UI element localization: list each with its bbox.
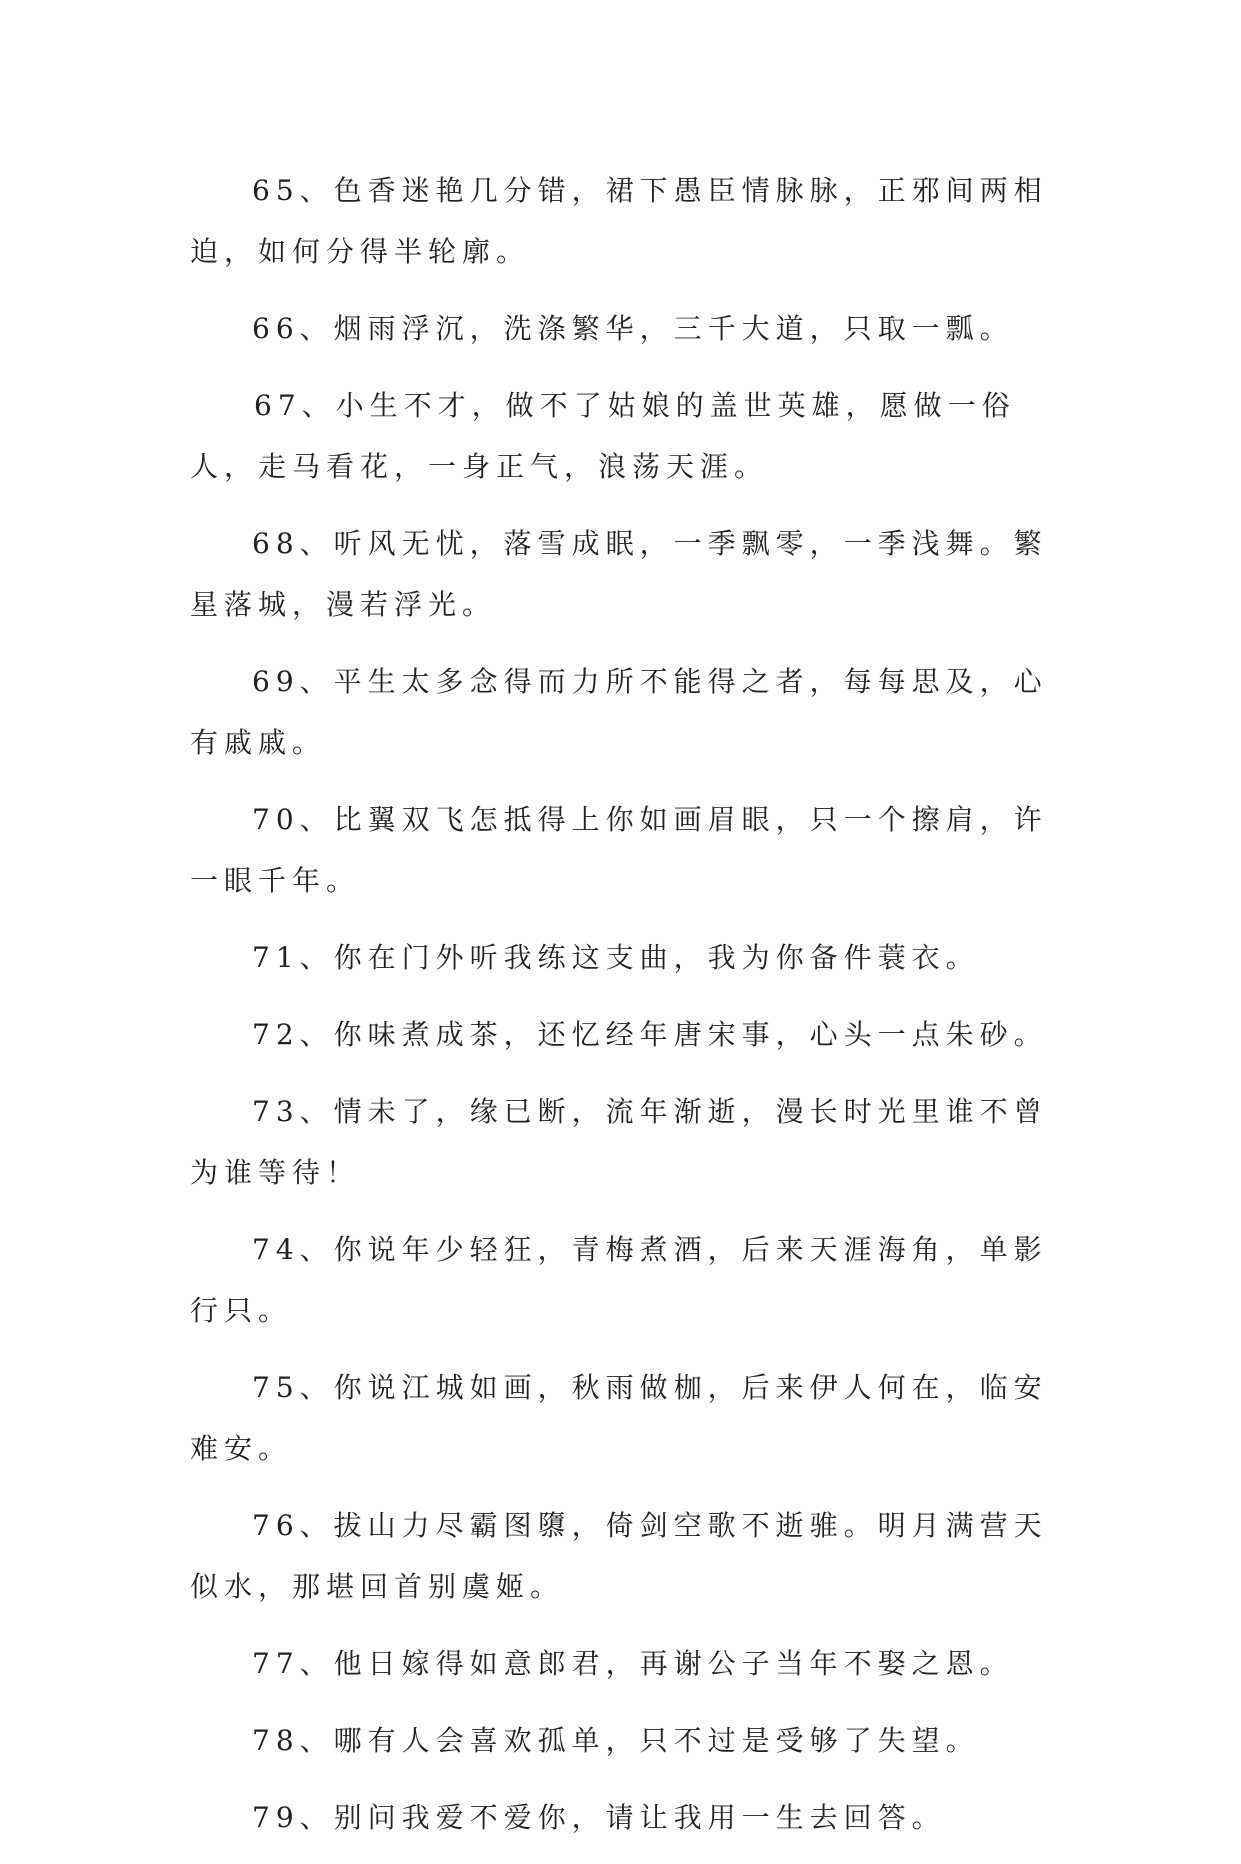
paragraph-69: 69、平生太多念得而力所不能得之者，每每思及，心有戚戚。 — [190, 665, 1048, 759]
document-page — [190, 160, 1050, 1864]
paragraph-77: 77、他日嫁得如意郎君，再谢公子当年不娶之恩。 — [252, 1647, 1014, 1680]
paragraph-66: 66、烟雨浮沉，洗涤繁华，三千大道，只取一瓢。 — [252, 312, 1014, 345]
paragraph-79: 79、别问我爱不爱你，请让我用一生去回答。 — [252, 1801, 946, 1834]
paragraph-72: 72、你味煮成茶，还忆经年唐宋事，心头一点朱砂。 — [252, 1018, 1048, 1051]
paragraph-67: 67、小生不才，做不了姑娘的盖世英雄，愿做一俗人，走马看花，一身正气，浪荡天涯。 — [190, 389, 1016, 483]
paragraph-76: 76、拔山力尽霸图隳，倚剑空歌不逝骓。明月满营天似水，那堪回首别虞姬。 — [190, 1509, 1048, 1603]
paragraph-74: 74、你说年少轻狂，青梅煮酒，后来天涯海角，单影行只。 — [190, 1233, 1048, 1327]
paragraph-78: 78、哪有人会喜欢孤单，只不过是受够了失望。 — [252, 1724, 980, 1757]
paragraph-70: 70、比翼双飞怎抵得上你如画眉眼，只一个擦肩，许一眼千年。 — [190, 803, 1048, 897]
paragraph-65: 65、色香迷艳几分错，裙下愚臣情脉脉，正邪间两相迫，如何分得半轮廓。 — [190, 174, 1048, 268]
paragraph-73: 73、情未了，缘已断，流年渐逝，漫长时光里谁不曾为谁等待！ — [190, 1095, 1048, 1189]
paragraph-68: 68、听风无忧，落雪成眠，一季飘零，一季浅舞。繁星落城，漫若浮光。 — [190, 527, 1048, 621]
paragraph-75: 75、你说江城如画，秋雨做枷，后来伊人何在，临安难安。 — [190, 1371, 1048, 1465]
paragraph-71: 71、你在门外听我练这支曲，我为你备件蓑衣。 — [252, 941, 980, 974]
